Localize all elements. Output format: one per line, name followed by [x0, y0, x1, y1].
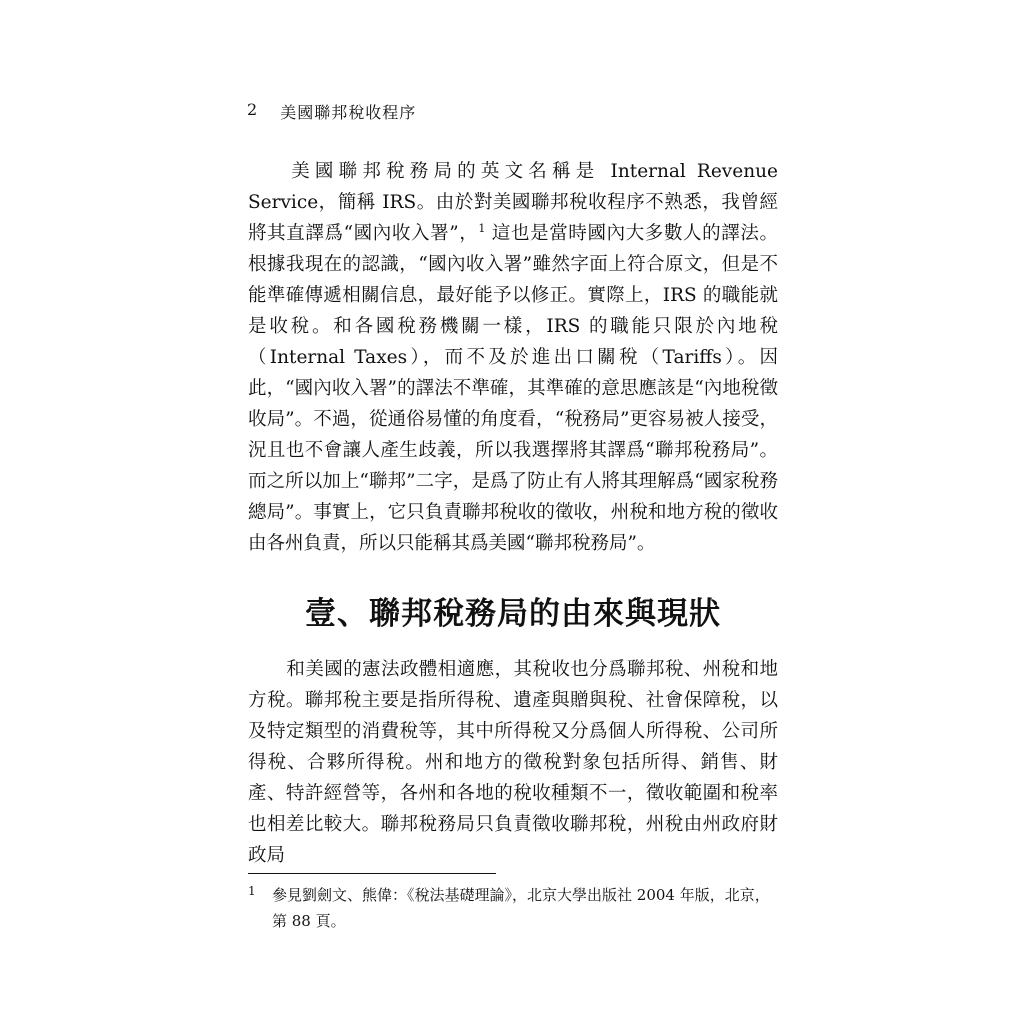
paragraph-tax-system-text: 和美國的憲法政體相適應，其稅收也分爲聯邦稅、州稅和地方稅。聯邦稅主要是指所得稅、遺產與贈與稅、社會保障稅，以及特定類型的消費稅等，其中所得稅又分爲個人所得稅、公司所得稅、合夥所得稅。州和地方的徵稅對象包括所得、銷售、財產、特許經營等，各州和各地的稅收種類不一，徵收範圍和稅率也相差比較大。聯邦稅務局只負責徵收聯邦稅，州稅由州政府財政局	[248, 659, 778, 866]
page-header	[247, 100, 416, 123]
section-heading: 壹、聯邦稅務局的由來與現狀	[305, 596, 721, 632]
footnote-reference[interactable]: 1	[478, 221, 486, 235]
page-number: 2	[247, 100, 259, 119]
footnote-divider	[248, 873, 496, 874]
paragraph-intro-part-a: 美國聯邦稅務局的英文名稱是 Internal Revenue Service，簡稱 IRS。由於對美國聯邦稅收程序不熟悉，我曾經將其直譯爲“國內收入署”，	[248, 161, 778, 244]
running-title: 美國聯邦稅收程序	[280, 103, 417, 122]
paragraph-tax-system	[248, 654, 778, 871]
footnote-marker: 1	[248, 884, 256, 898]
paragraph-intro-part-b: 這也是當時國內大多數人的譯法。根據我現在的認識，“國內收入署”雖然字面上符合原文，但是不能準確傳遞相關信息，最好能予以修正。實際上，IRS 的職能就是收稅。和各國稅務機關一樣，IRS 的職能只限於內地稅（Internal Taxes），而不及於進出口關稅（Tariffs）。因此，“國內收入署”的譯法不準確，其準確的意思應該是“內地稅徵收局”。不過，從通俗易懂的角度看，“稅務局”更容易被人接受，況且也不會讓人產生歧義，所以我選擇將其譯爲“聯邦稅務局”。而之所以加上“聯邦”二字，是爲了防止有人將其理解爲“國家稅務總局”。事實上，它只負責聯邦稅收的徵收，州稅和地方稅的徵收由各州負責，所以只能稱其爲美國“聯邦稅務局”。	[248, 223, 778, 554]
footnote-text: 參見劉劍文、熊偉：《稅法基礎理論》，北京大學出版社 2004 年版，北京，第 88 頁。	[272, 886, 770, 930]
paragraph-intro	[248, 156, 778, 559]
footnote	[248, 882, 778, 934]
